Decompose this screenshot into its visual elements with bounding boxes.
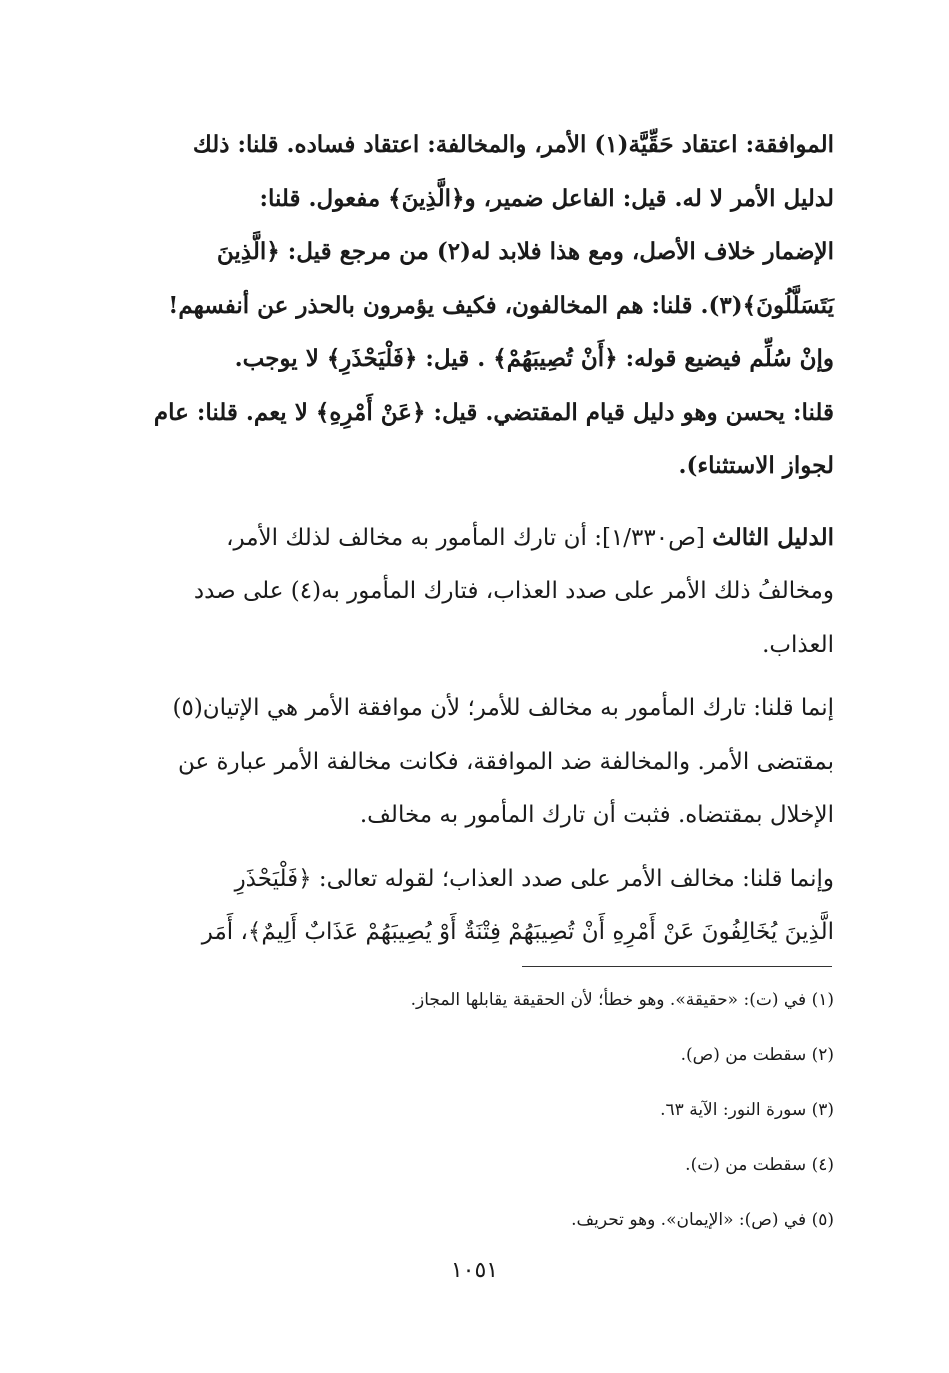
text-line: الإضمار خلاف الأصل، ومع هذا فلابد له(٢) من مرجع قيل: ﴿الَّذِينَ <box>216 238 834 265</box>
text-line: العذاب. <box>762 631 834 658</box>
paragraph-2 <box>112 511 834 673</box>
text-line: الإخلال بمقتضاه. فثبت أن تارك المأمور به مخالف. <box>359 802 834 828</box>
footnote-1: (١) في (ت): «حقيقة». وهو خطأ؛ لأن الحقيقة يقابلها المجاز. <box>410 990 834 1010</box>
footnote-divider <box>522 966 832 967</box>
text-line: الموافقة: اعتقاد حَقِّيَّة(١) الأمر، والمخالفة: اعتقاد فساده. قلنا: ذلك <box>192 131 834 158</box>
paragraph-3 <box>112 682 834 843</box>
text-line: وإنْ سُلِّم فيضيع قوله: ﴿أَنْ تُصِيبَهُمْ﴾ . قيل: ﴿فَلْيَحْذَرِ﴾ لا يوجب. <box>234 345 834 372</box>
text-line: لدليل الأمر لا له. قيل: الفاعل ضمير، و﴿الَّذِينَ﴾ مفعول. قلنا: <box>259 184 834 212</box>
text-line <box>112 511 834 566</box>
footnote-4: (٤) سقطت من (ت). <box>685 1155 834 1175</box>
text-line: يَتَسَلَّلُونَ﴾(٣). قلنا: هم المخالفون، فكيف يؤمرون بالحذر عن أنفسهم! <box>168 291 834 319</box>
page-number: ١٠٥١ <box>450 1258 499 1283</box>
text-line: بمقتضى الأمر. والمخالفة ضد الموافقة، فكانت مخالفة الأمر عبارة عن <box>177 748 834 775</box>
text-line: إنما قلنا: تارك المأمور به مخالف للأمر؛ لأن موافقة الأمر هي الإتيان(٥) <box>172 695 834 721</box>
footnote-3: (٣) سورة النور: الآية ٦٣. <box>660 1100 834 1120</box>
text-segment: [ص١/٣٣٠]: أن تارك المأمور به مخالف لذلك الأمر، <box>226 524 705 551</box>
footnote-5: (٥) في (ص): «الإيمان». وهو تحريف. <box>571 1210 834 1230</box>
text-line: الَّذِينَ يُخَالِفُونَ عَنْ أَمْرِهِ أَنْ تُصِيبَهُمْ فِتْنَةٌ أَوْ يُصِيبَهُمْ عَذَابٌ أَلِيمٌ﴾، أَمَر <box>201 919 834 945</box>
text-line: وإنما قلنا: مخالف الأمر على صدد العذاب؛ لقوله تعالى: ﴿فَلْيَحْذَرِ <box>234 865 834 892</box>
footnotes <box>114 985 834 1260</box>
text-line: لجواز الاستثناء). <box>678 452 834 479</box>
footnote-2: (٢) سقطت من (ص). <box>680 1045 834 1065</box>
text-line: قلنا: يحسن وهو دليل قيام المقتضي. قيل: ﴿عَنْ أَمْرِهِ﴾ لا يعم. قلنا: عام <box>153 398 834 426</box>
paragraph-1 <box>112 118 834 493</box>
text-line: ومخالفُ ذلك الأمر على صدد العذاب، فتارك المأمور به(٤) على صدد <box>193 578 834 604</box>
section-lead: الدليل الثالث <box>712 523 834 551</box>
paragraph-4 <box>112 853 834 960</box>
